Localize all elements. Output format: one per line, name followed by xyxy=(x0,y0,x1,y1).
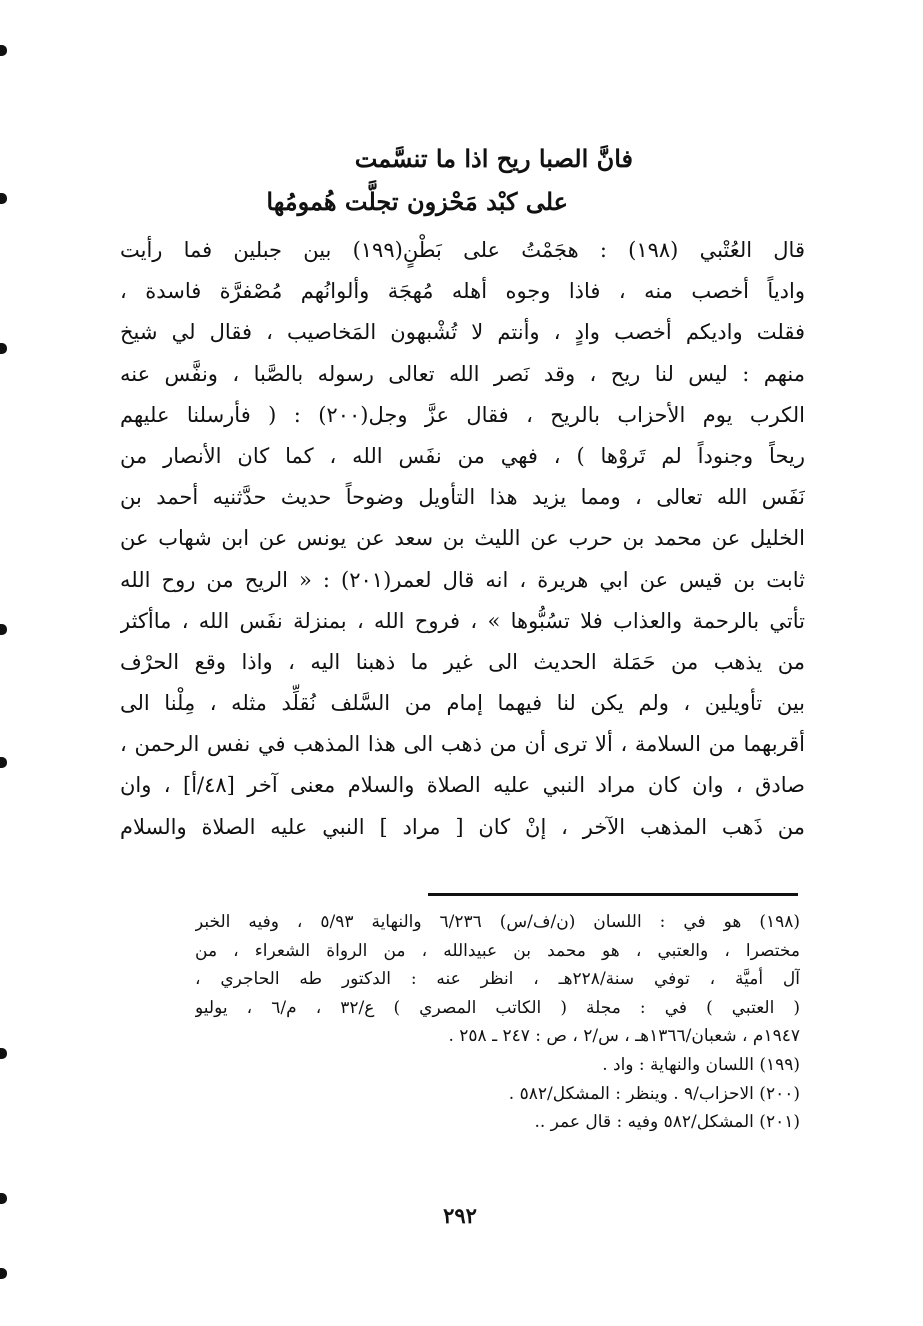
footnote-200: (٢٠٠) الاحزاب/٩ . وينظر : المشكل/٥٨٢ . xyxy=(508,1083,800,1104)
binding-hole-mark xyxy=(0,624,7,635)
body-line: الخليل عن محمد بن حرب عن الليث بن سعد عن يونس عن ابن شهاب عن xyxy=(120,526,805,551)
footnote-198-cont: مختصرا ، والعتبي ، هو محمد بن عبيدالله ، من الرواة الشعراء ، من xyxy=(195,940,800,961)
footnotes xyxy=(195,908,800,1137)
footnote-separator xyxy=(428,893,798,896)
binding-hole-mark xyxy=(0,1048,7,1059)
binding-hole-mark xyxy=(0,757,7,768)
body-line: من ذَهب المذهب الآخر ، إنْ كان [ مراد ] النبي عليه الصلاة والسلام xyxy=(120,814,805,839)
footnote-198-cont: آل أميَّة ، توفي سنة/٢٢٨هـ ، انظر عنه : الدكتور طه الحاجري ، xyxy=(195,969,800,990)
footnote-198-cont: ( العتبي ) في : مجلة ( الكاتب المصري ) ع/٣٢ ، م/٦ ، يوليو xyxy=(195,997,800,1018)
body-line: من يذهب من حَمَلة الحديث الى غير ما ذهبنا اليه ، واذا وقع الحرْف xyxy=(120,649,805,674)
page-number: ٢٩٢ xyxy=(443,1203,477,1228)
binding-hole-mark xyxy=(0,1268,7,1279)
verse-line-1: فانَّ الصبا ريح اذا ما تنسَّمت xyxy=(354,144,633,173)
body-line: ثابت بن قيس عن ابي هريرة ، انه قال لعمر(٢٠١) : « الريح من روح الله xyxy=(120,567,805,592)
body-line: نَفَس الله تعالى ، ومما يزيد هذا التأويل وضوحاً حديث حدَّثنيه أحمد بن xyxy=(120,485,805,510)
body-line: وادياً أخصب منه ، فاذا وجوه أهله مُهجَة وألوانُهم مُصْفرَّة فاسدة ، xyxy=(120,279,805,304)
body-line: منهم : ليس لنا ريح ، وقد نَصر الله تعالى رسوله بالصَّبا ، ونفَّس عنه xyxy=(120,361,805,386)
footnote-201: (٢٠١) المشكل/٥٨٢ وفيه : قال عمر .. xyxy=(534,1112,800,1133)
body-text xyxy=(120,230,805,848)
body-line: تأتي بالرحمة والعذاب فلا تسُبُّوها » ، فروح الله ، بمنزلة نفَس الله ، ماأكثر xyxy=(120,608,805,633)
footnote-198-cont: ١٩٤٧م ، شعبان/١٣٦٦هـ ، س/٢ ، ص : ٢٤٧ ـ ٢٥٨ . xyxy=(448,1026,800,1047)
body-line: قال العُتْبي (١٩٨) : هجَمْتُ على بَطْنٍ(١٩٩) بين جبلين فما رأيت xyxy=(120,238,805,262)
binding-hole-mark xyxy=(0,1193,7,1204)
body-line: بين تأويلين ، ولم يكن لنا فيهما إمام من السَّلف نُقلِّد مثله ، مِلْنا الى xyxy=(120,691,805,716)
footnote-199: (١٩٩) اللسان والنهاية : واد . xyxy=(602,1054,800,1075)
body-line: أقربهما من السلامة ، ألا ترى أن من ذهب الى هذا المذهب في نفس الرحمن ، xyxy=(120,732,805,757)
body-line: ريحاً وجنوداً لم تَروْها ) ، فهي من نفَس الله ، كما كان الأنصار من xyxy=(120,443,805,468)
body-line: فقلت واديكم أخصب وادٍ ، وأنتم لا تُشْبهون المَخاصيب ، فقال لي شيخ xyxy=(120,320,805,345)
binding-hole-mark xyxy=(0,193,7,204)
binding-hole-mark xyxy=(0,45,7,56)
verse-line-2: على كبْد مَحْزون تجلَّت هُمومُها xyxy=(266,187,568,216)
body-line: الكرب يوم الأحزاب بالريح ، فقال عزَّ وجل(٢٠٠) : ( فأرسلنا عليهم xyxy=(120,402,805,427)
binding-hole-mark xyxy=(0,343,7,354)
footnote-198: (١٩٨) هو في : اللسان (ن/ف/س) ٦/٢٣٦ والنهاية ٥/٩٣ ، وفيه الخبر xyxy=(195,912,800,932)
body-line: صادق ، وان كان مراد النبي عليه الصلاة والسلام معنى آخر [٤٨/أ] ، وان xyxy=(120,773,805,798)
